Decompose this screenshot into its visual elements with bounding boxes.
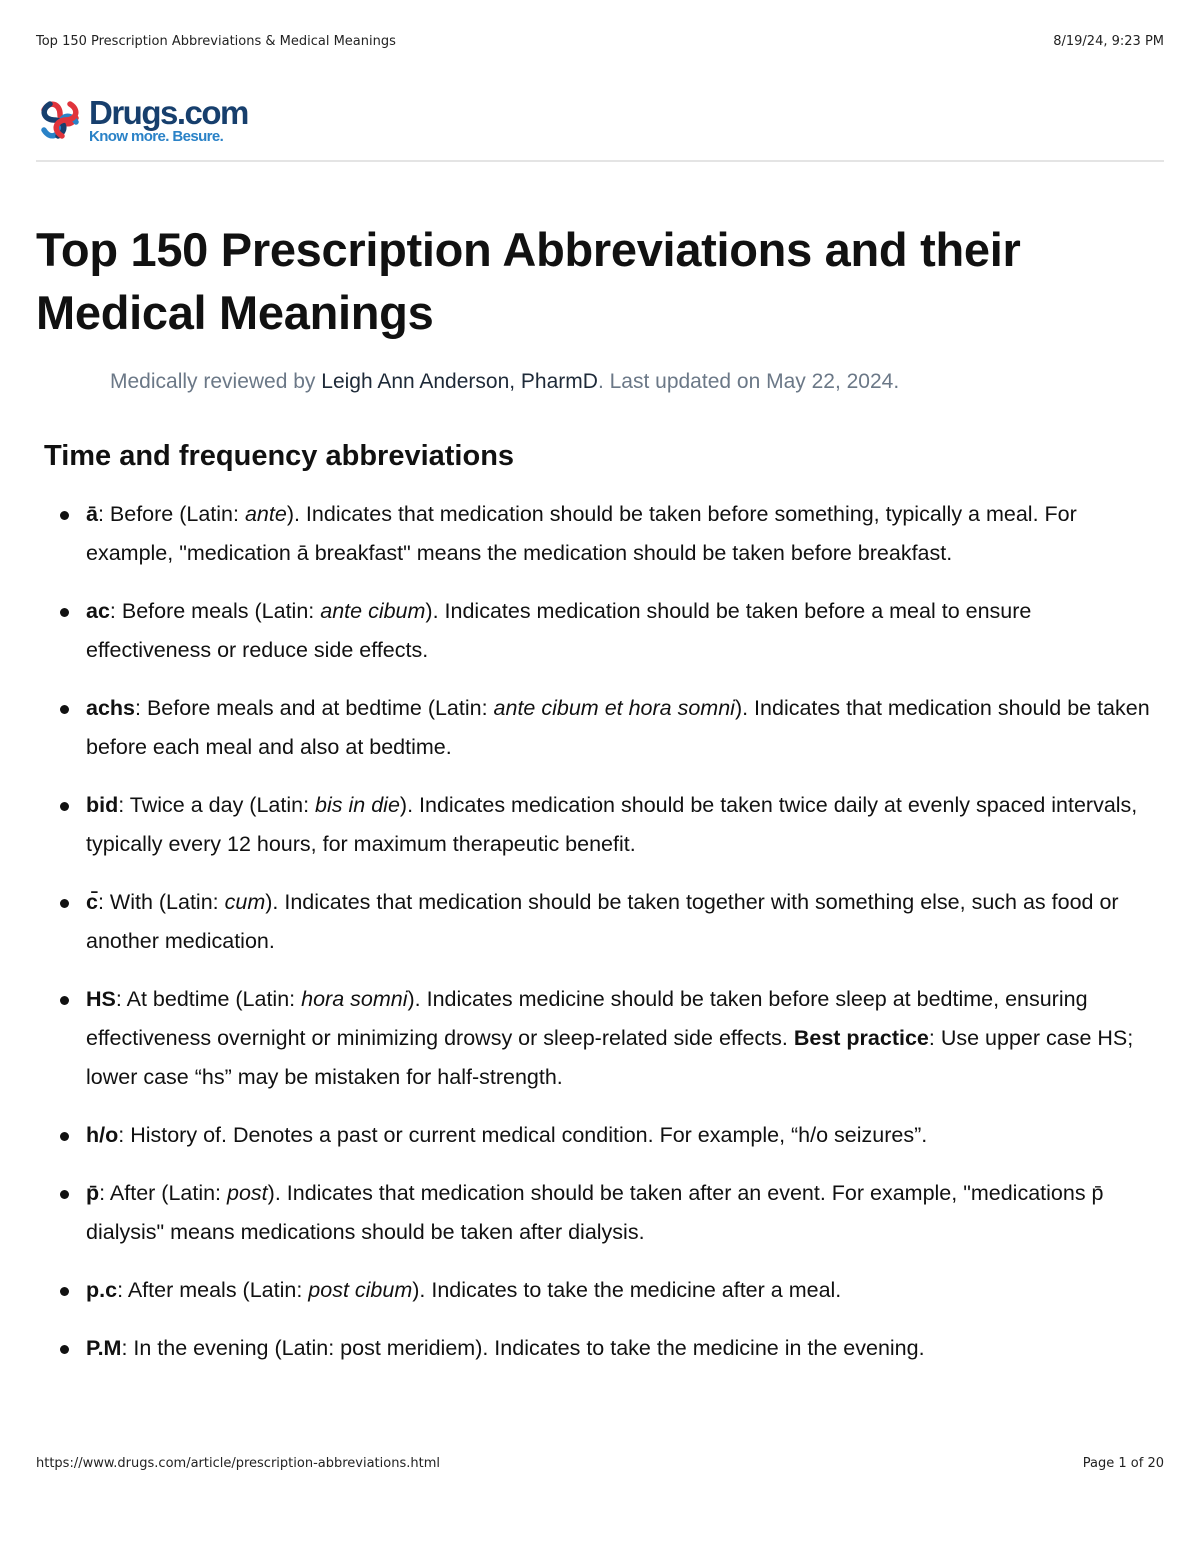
abbreviation-text: : At bedtime (Latin: <box>115 987 302 1011</box>
logo-tagline: Know more. Besure. <box>89 128 224 145</box>
abbreviation-text: : Before meals (Latin: <box>109 599 321 623</box>
abbreviation-text: : After (Latin: <box>99 1181 228 1205</box>
print-header <box>36 34 1164 49</box>
abbreviation-term: c̄ <box>86 890 98 914</box>
abbreviation-text: : In the evening (Latin: post meridiem). Indicates to take the medicine in the evening. <box>121 1336 925 1360</box>
abbreviation-text: : Twice a day (Latin: <box>118 793 316 817</box>
print-header-title: Top 150 Prescription Abbreviations & Medical Meanings <box>36 34 396 49</box>
latin-term: post <box>227 1181 268 1205</box>
abbreviation-term: ac <box>86 599 110 623</box>
print-header-datetime: 8/19/24, 9:23 PM <box>1053 34 1164 49</box>
abbreviation-description: ). Indicates medicine should be taken before sleep at bedtime, ensuring effectiveness overnight or minimizing drowsy or sleep-related side effects. <box>86 987 1088 1050</box>
print-footer-url[interactable]: https://www.drugs.com/article/prescription-abbreviations.html <box>36 1456 440 1471</box>
abbreviation-term: ā <box>86 502 98 526</box>
list-item <box>50 1174 1160 1252</box>
abbreviation-text: : History of. Denotes a past or current medical condition. For example, “h/o seizures”. <box>118 1123 928 1147</box>
abbreviation-description: ). Indicates to take the medicine after a meal. <box>412 1278 842 1302</box>
latin-term: ante cibum et hora somni <box>493 696 735 720</box>
abbreviation-term: p.c <box>86 1278 118 1302</box>
abbreviation-text: : Before meals and at bedtime (Latin: <box>135 696 494 720</box>
abbreviation-term: P.M <box>86 1336 122 1360</box>
latin-term: ante cibum <box>320 599 426 623</box>
site-logo[interactable] <box>36 96 248 144</box>
byline-updated: . Last updated on May 22, 2024. <box>597 370 900 393</box>
abbreviation-text: : After meals (Latin: <box>117 1278 309 1302</box>
latin-term: hora somni <box>301 987 408 1011</box>
abbreviation-description: ). Indicates that medication should be taken before each meal and also at bedtime. <box>86 696 1150 759</box>
list-item <box>50 689 1160 767</box>
byline-prefix: Medically reviewed by <box>110 370 322 393</box>
list-item <box>50 495 1160 573</box>
abbreviation-term: p̄ <box>86 1181 100 1205</box>
abbreviation-description: ). Indicates that medication should be taken together with something else, such as food or another medication. <box>86 890 1119 953</box>
list-item <box>50 592 1160 670</box>
abbreviation-description: ). Indicates medication should be taken before a meal to ensure effectiveness or reduce side effects. <box>86 599 1032 662</box>
abbreviation-description: ). Indicates medication should be taken twice daily at evenly spaced intervals, typically every 12 hours, for maximum therapeutic benefit. <box>86 793 1138 856</box>
best-practice-label: Best practice <box>793 1026 929 1050</box>
abbreviation-text: : With (Latin: <box>97 890 225 914</box>
abbreviation-list <box>50 495 1160 1387</box>
abbreviation-term: achs <box>86 696 136 720</box>
list-item <box>50 1329 1160 1368</box>
byline-author-link[interactable]: Leigh Ann Anderson, PharmD <box>321 370 598 393</box>
print-footer-page: Page 1 of 20 <box>1082 1456 1164 1471</box>
latin-term: ante <box>244 502 287 526</box>
abbreviation-description: ). Indicates that medication should be taken before something, typically a meal. For example, "medication ā breakfast" means the medication should be taken before breakfast. <box>86 502 1077 565</box>
list-item <box>50 883 1160 961</box>
section-heading: Time and frequency abbreviations <box>44 440 515 472</box>
abbreviation-term: HS <box>86 987 116 1011</box>
logo-name: Drugs.com <box>89 94 248 131</box>
abbreviation-description: ). Indicates that medication should be taken after an event. For example, "medications p̄ dialysis" means medications should be taken after dialysis. <box>86 1181 1104 1244</box>
byline <box>110 370 899 394</box>
print-footer <box>36 1456 1164 1471</box>
list-item <box>50 1271 1160 1310</box>
best-practice-text: : Use upper case HS; lower case “hs” may be mistaken for half-strength. <box>86 1026 1134 1089</box>
latin-term: cum <box>224 890 266 914</box>
abbreviation-term: bid <box>86 793 119 817</box>
latin-term: post cibum <box>308 1278 413 1302</box>
abbreviation-term: h/o <box>86 1123 119 1147</box>
list-item <box>50 980 1160 1097</box>
drugs-logo-icon <box>36 96 84 144</box>
page-title: Top 150 Prescription Abbreviations and their Medical Meanings <box>36 223 1021 339</box>
abbreviation-text: : Before (Latin: <box>97 502 245 526</box>
header-divider <box>36 160 1164 162</box>
list-item <box>50 786 1160 864</box>
list-item <box>50 1116 1160 1155</box>
latin-term: bis in die <box>315 793 400 817</box>
